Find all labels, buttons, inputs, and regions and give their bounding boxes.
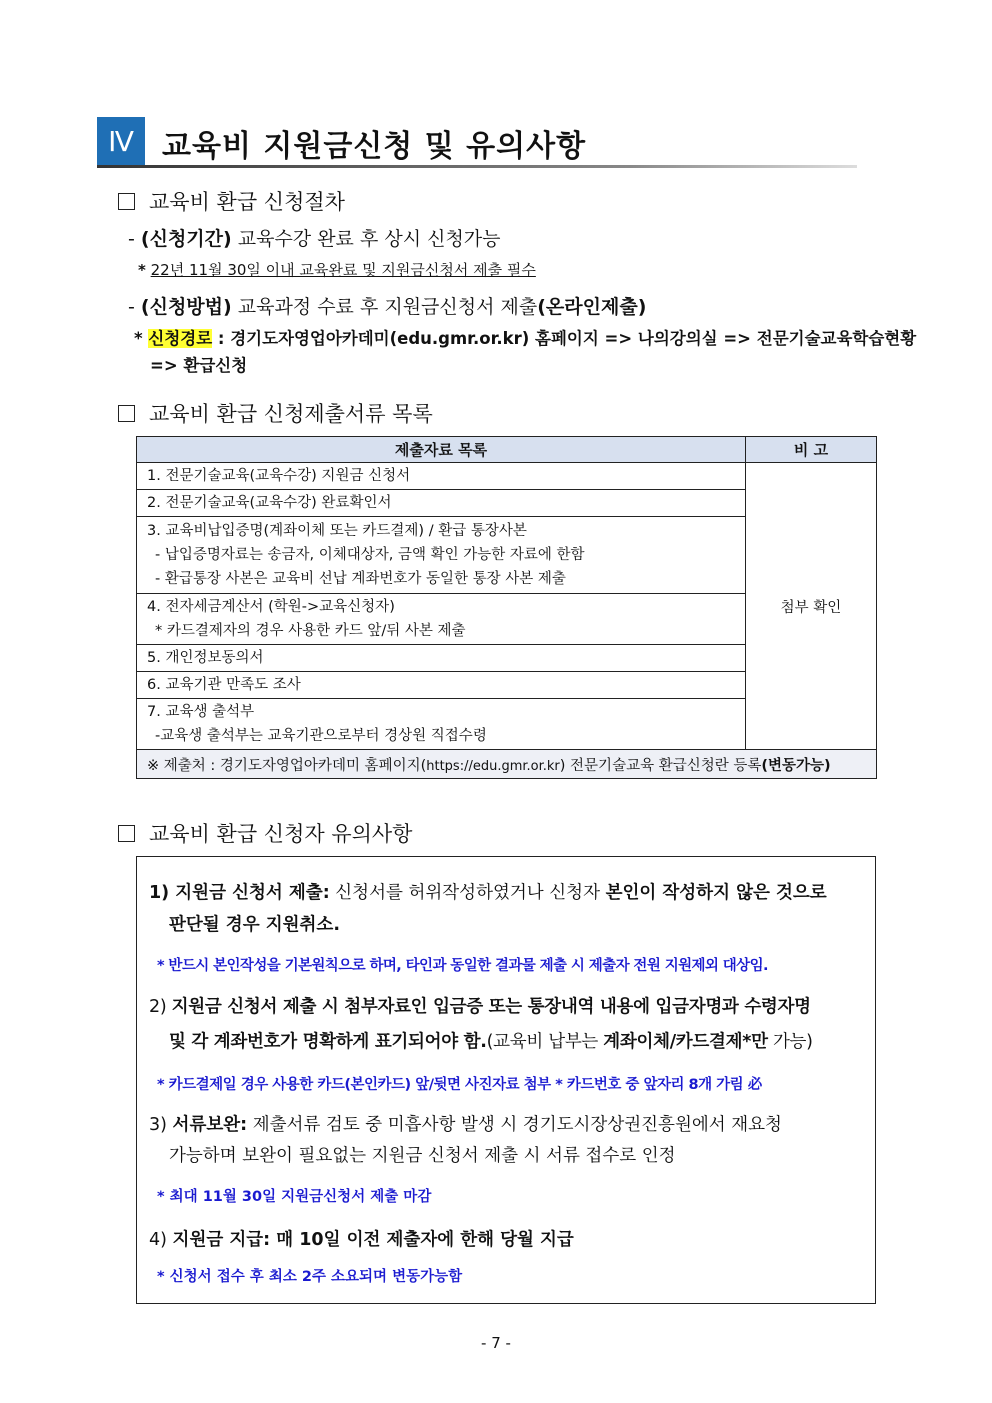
notice-2-label: 2) [149,997,167,1017]
doc-item-4 [137,594,746,645]
table-header-row [137,437,877,463]
notice-heading [118,818,412,848]
notice-2-line2 [169,1028,813,1053]
note-cell: 첨부 확인 [746,463,877,750]
notice-3-line2: 가능하며 보완이 필요없는 지원금 신청서 제출 시 서류 접수로 인정 [169,1146,676,1166]
table-footer-row [137,750,877,779]
footer-suffix: ) 전문기술교육 환급신청란 등록 [559,757,762,774]
notice-2-line2-bold: 및 각 계좌번호가 명확하게 표기되어야 함. [169,1032,487,1052]
notice-2-text: 지원금 신청서 제출 시 첨부자료인 입금증 또는 통장내역 내용에 입금자명과 수령자명 [171,997,811,1017]
col-header-list: 제출자료 목록 [137,437,746,463]
notice-2-paren-bold: 계좌이체/카드결제*만 [603,1032,768,1052]
table-row [137,463,877,490]
notice-4 [149,1226,574,1251]
section-title: 교육비 지원금신청 및 유의사항 [162,129,587,164]
method-text: 교육과정 수료 후 지원금신청서 제출 [237,296,538,318]
checkbox-square-icon [118,193,135,210]
documents-table [136,436,877,779]
doc-item-7-main: 7. 교육생 출석부 [147,704,255,720]
checkbox-square-icon [118,825,135,842]
notice-4-text: 지원금 지급: 매 10일 이전 제출자에 한해 당월 지급 [172,1230,574,1250]
doc-item-3-sub1: - 납입증명자료는 송금자, 이체대상자, 금액 확인 가능한 자료에 한함 [155,547,585,563]
table-footer [137,750,877,779]
notice-1-label: 1) 지원금 신청서 제출: [149,883,330,903]
notice-2-paren-start: (교육비 납부는 [486,1032,599,1052]
notice-2 [149,993,811,1018]
notice-4-note: * 신청서 접수 후 최소 2주 소요되며 변동가능함 [157,1269,463,1285]
doc-item-5: 5. 개인정보동의서 [137,645,746,672]
notice-heading-text: 교육비 환급 신청자 유의사항 [149,822,413,846]
checkbox-square-icon [118,405,135,422]
procedure-heading [118,186,345,216]
notice-2-note: * 카드결제일 경우 사용한 카드(본인카드) 앞/뒷면 사진자료 첨부 * 카드번호 중 앞자리 8개 가림 必 [157,1077,762,1093]
notice-3-text: 제출서류 검토 중 미흡사항 발생 시 경기도시장상권진흥원에서 재요청 [252,1115,782,1135]
period-text: 교육수강 완료 후 상시 신청가능 [237,228,501,250]
col-header-note: 비 고 [746,437,877,463]
notice-1-bold: 본인이 작성하지 않은 것으로 [605,883,827,903]
period-note-text: 22년 11월 30일 이내 교육완료 및 지원금신청서 제출 필수 [150,261,536,279]
notice-1-note: * 반드시 본인작성을 기본원칙으로 하며, 타인과 동일한 결과물 제출 시 제출자 전원 지원제외 대상임. [157,958,768,974]
section-rule [97,165,857,168]
doc-item-7-sub1: -교육생 출석부는 교육기관으로부터 경상원 직접수령 [155,728,487,744]
documents-heading-text: 교육비 환급 신청제출서류 목록 [149,402,433,426]
footer-prefix: ※ 제출처 : 경기도자영업아카데미 홈페이지( [147,757,427,774]
method-line: - (신청방법) 교육과정 수료 후 지원금신청서 제출(온라인제출) [128,296,647,318]
doc-item-6: 6. 교육기관 만족도 조사 [137,672,746,699]
doc-item-3-main: 3. 교육비납입증명(계좌이체 또는 카드결제) / 환급 통장사본 [147,523,527,539]
method-bold: (온라인제출) [537,296,647,318]
procedure-heading-text: 교육비 환급 신청절차 [149,190,345,214]
doc-item-4-main: 4. 전자세금계산서 (학원->교육신청자) [147,599,395,615]
notice-2-paren-end: 가능) [772,1032,813,1052]
footer-bold: (변동가능) [761,757,831,774]
period-label: (신청기간) [140,228,232,250]
path-line-2: => 환급신청 [150,356,248,375]
notice-4-label: 4) [149,1230,167,1250]
period-line: - (신청기간) 교육수강 완료 후 상시 신청가능 [128,228,501,250]
notice-1-line2: 판단될 경우 지원취소. [169,915,340,935]
doc-item-1: 1. 전문기술교육(교육수강) 지원금 신청서 [137,463,746,490]
page-number: - 7 - [481,1334,511,1352]
period-note: * 22년 11월 30일 이내 교육완료 및 지원금신청서 제출 필수 [138,261,536,279]
path-line: * 신청경로 : 경기도자영업아카데미(edu.gmr.or.kr) 홈페이지 => 나의강의실 => 전문기술교육학습현황 [134,329,917,348]
doc-item-3-sub2: - 환급통장 사본은 교육비 선납 계좌번호가 동일한 통장 사본 제출 [155,571,566,587]
notice-3-note: * 최대 11월 30일 지원금신청서 제출 마감 [157,1189,432,1205]
notice-3-label: 3) [149,1115,167,1135]
footer-url: https://edu.gmr.or.kr [426,758,560,774]
documents-heading [118,398,433,428]
section-number: Ⅳ [97,117,145,167]
notice-1-text: 신청서를 허위작성하였거나 신청자 [335,883,600,903]
path-text: : 경기도자영업아카데미(edu.gmr.or.kr) 홈페이지 => 나의강의실 => 전문기술교육학습현황 [217,329,917,348]
notice-box [136,856,876,1304]
doc-item-3 [137,517,746,594]
doc-item-2: 2. 전문기술교육(교육수강) 완료확인서 [137,490,746,517]
method-label: (신청방법) [140,296,232,318]
doc-item-7 [137,699,746,750]
path-label: 신청경로 [148,329,213,348]
notice-3 [149,1111,782,1136]
notice-3-bold: 서류보완: [172,1115,248,1135]
notice-1 [149,879,865,904]
doc-item-4-sub1: * 카드결제자의 경우 사용한 카드 앞/뒤 사본 제출 [155,623,466,639]
